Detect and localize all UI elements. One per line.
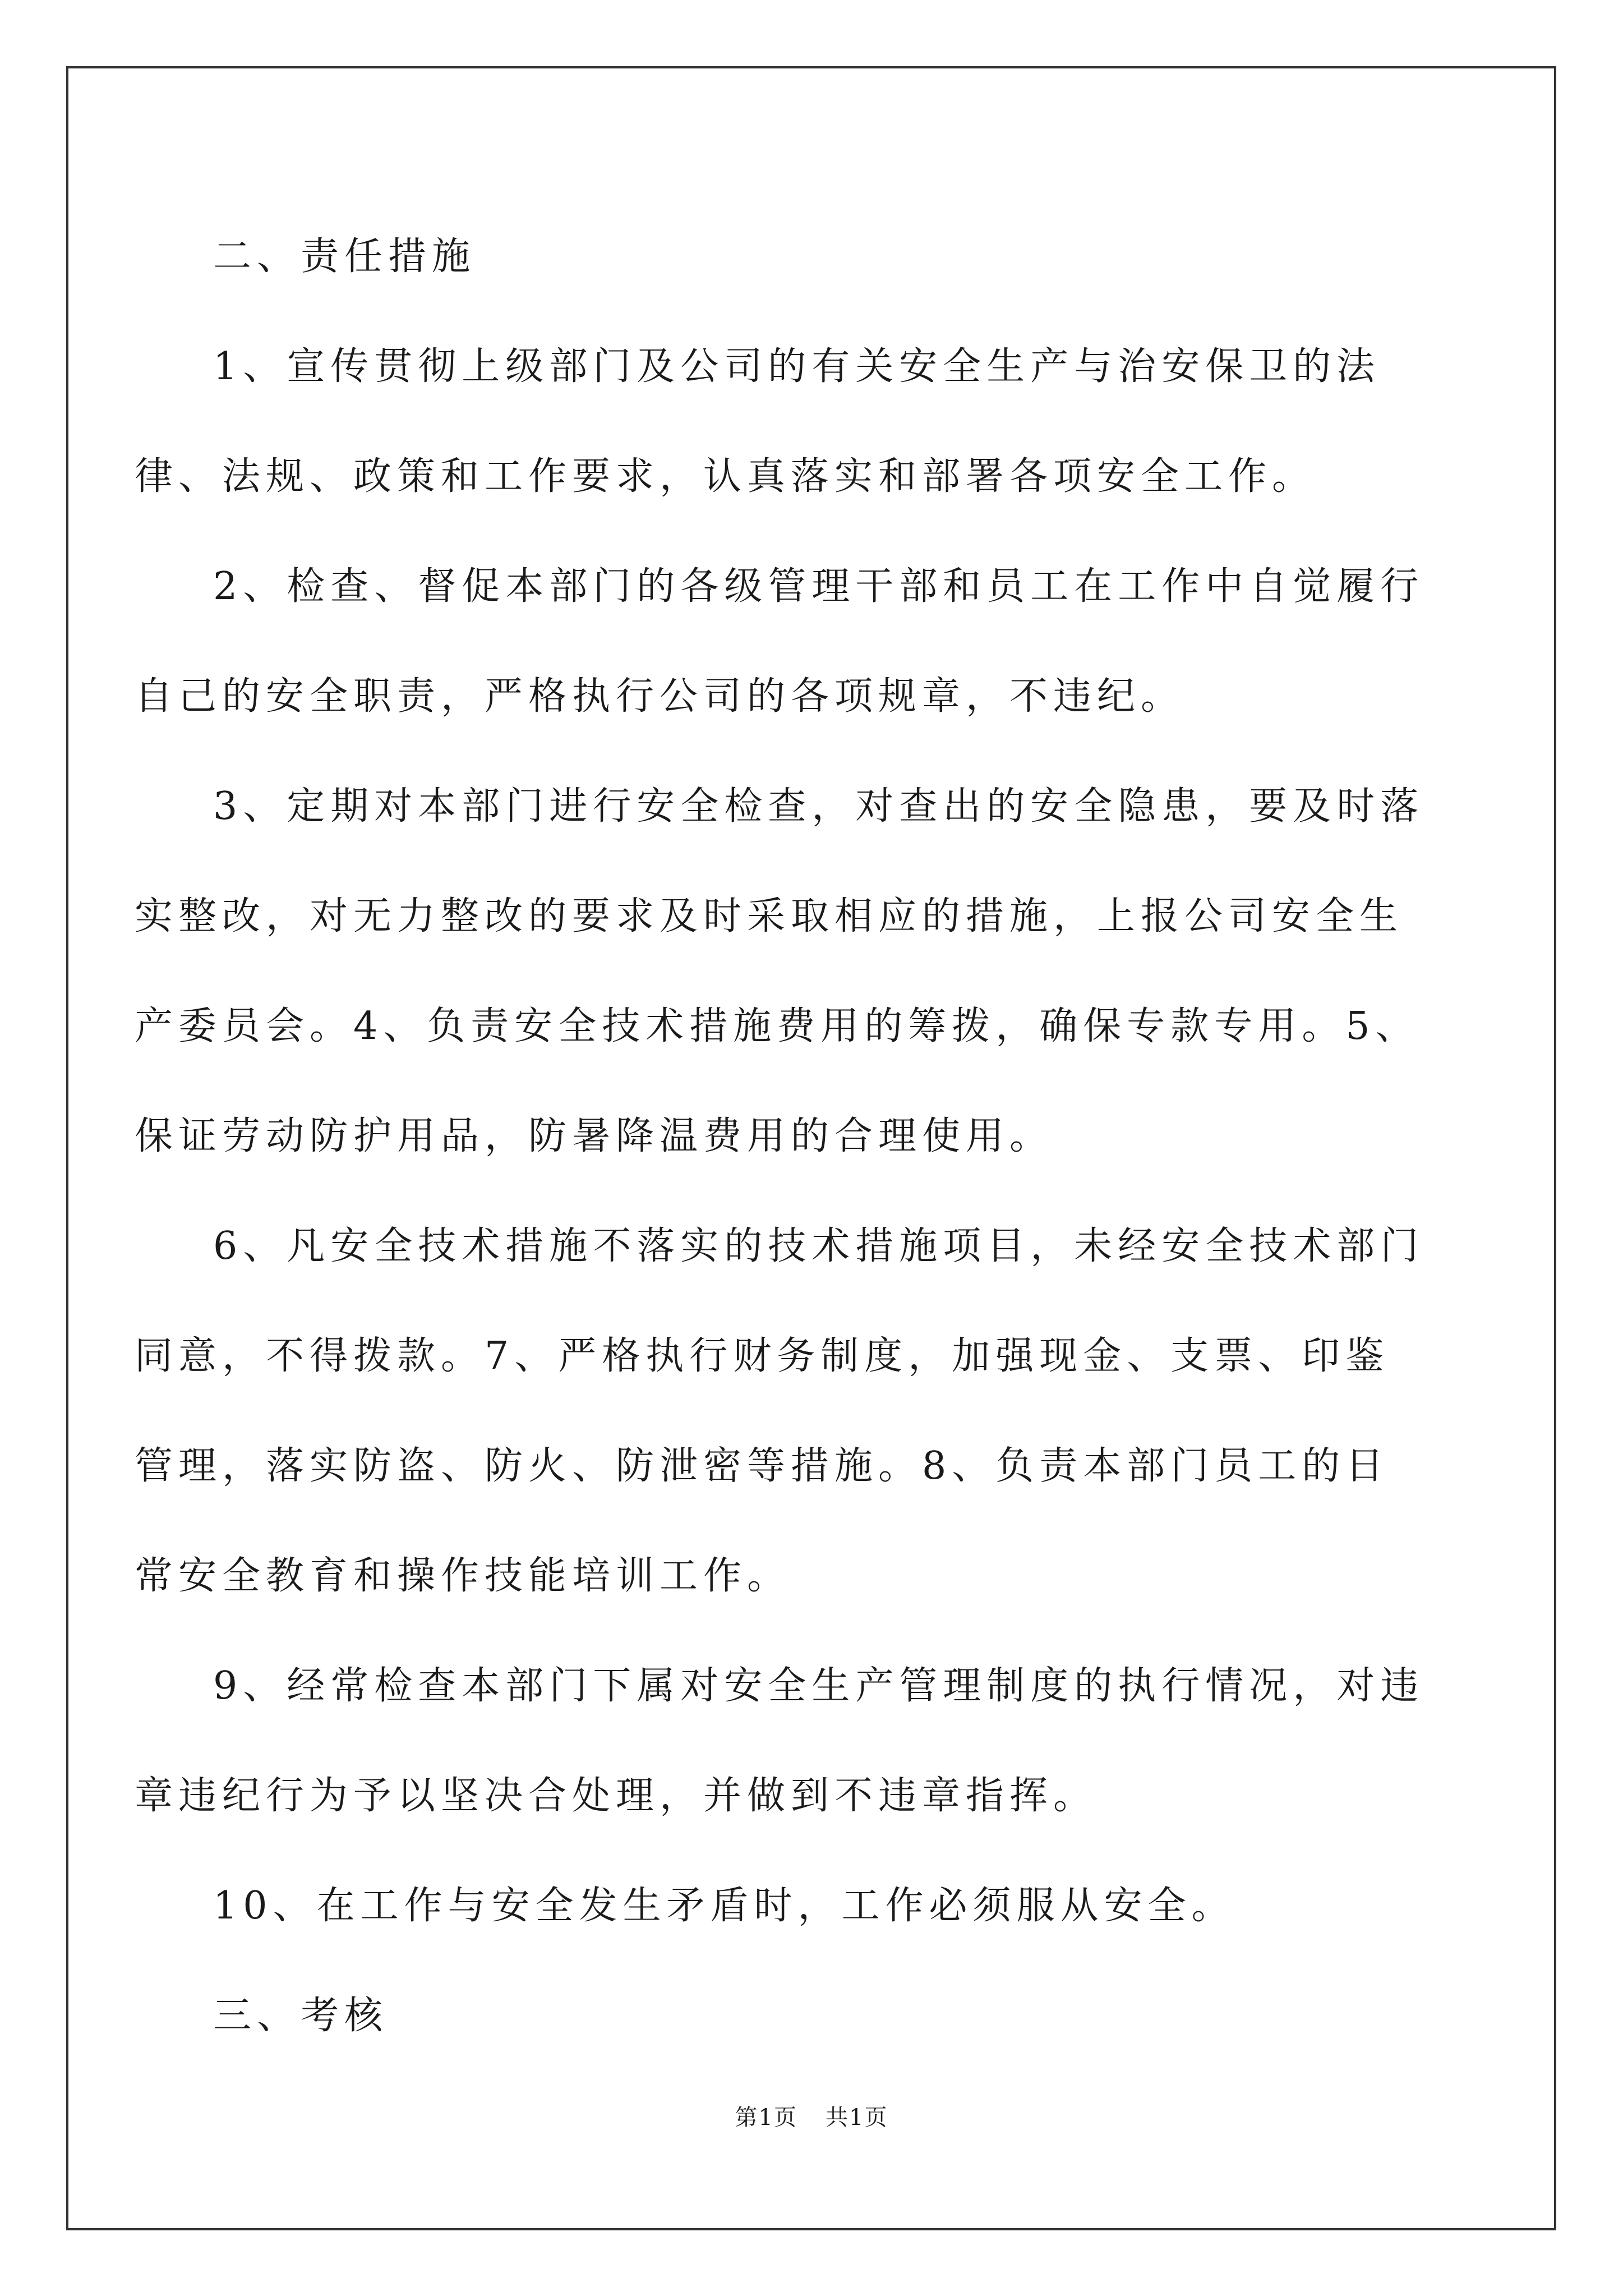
page-footer (0, 2101, 1623, 2134)
paragraph: 2、检查、督促本部门的各级管理干部和员工在工作中自觉履行自己的安全职责，严格执行公司的各项规章，不违纪。 (135, 564, 1424, 719)
paragraph: 9、经常检查本部门下属对安全生产管理制度的执行情况，对违章违纪行为予以坚决合处理，并做到不违章指挥。 (135, 1664, 1424, 1818)
paragraph: 6、凡安全技术措施不落实的技术措施项目，未经安全技术部门同意，不得拨款。7、严格执行财务制度，加强现金、支票、印鉴管理，落实防盗、防火、防泄密等措施。8、负责本部门员工的日常安全教育和操作技能培训工作。 (135, 1224, 1424, 1598)
paragraph: 10、在工作与安全发生矛盾时，工作必须服从安全。 (213, 1884, 1235, 1928)
section-heading: 二、责任措施 (213, 234, 476, 279)
page-total: 共1页 (826, 2105, 888, 2131)
document-body (135, 202, 1424, 2071)
page-number: 第1页 (735, 2105, 797, 2131)
paragraph: 1、宣传贯彻上级部门及公司的有关安全生产与治安保卫的法律、法规、政策和工作要求，认真落实和部署各项安全工作。 (135, 344, 1381, 499)
section-heading: 三、考核 (213, 1994, 389, 2038)
paragraph: 3、定期对本部门进行安全检查，对查出的安全隐患，要及时落实整改，对无力整改的要求及时采取相应的措施，上报公司安全生产委员会。4、负责安全技术措施费用的筹拨，确保专款专用。5、保证劳动防护用品，防暑降温费用的合理使用。 (135, 784, 1424, 1158)
